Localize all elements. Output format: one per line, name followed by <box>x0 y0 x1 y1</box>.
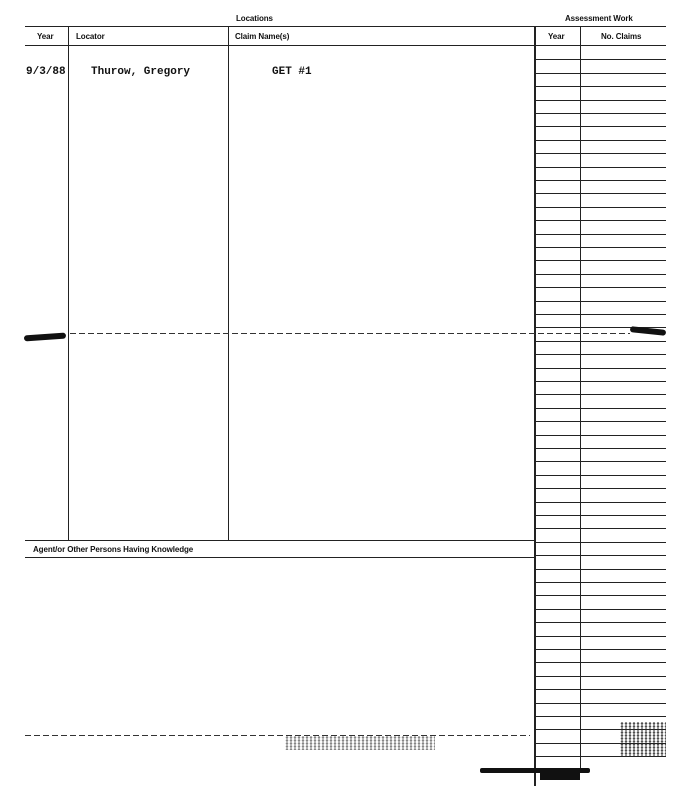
assessment-row-line <box>535 569 666 570</box>
assessment-row-line <box>535 555 666 556</box>
scan-noise-right <box>620 722 666 756</box>
assessment-row-line <box>535 662 666 663</box>
assessment-row-line <box>535 86 666 87</box>
assessment-row-line <box>535 113 666 114</box>
assessment-row-line <box>535 461 666 462</box>
assessment-row-line <box>535 636 666 637</box>
assessment-row-line <box>535 354 666 355</box>
assessment-row-line <box>535 314 666 315</box>
bottom-dashed-line <box>25 735 530 736</box>
assessment-row-line <box>535 756 666 757</box>
divider-locator-claim <box>228 26 229 540</box>
assessment-row-line <box>535 260 666 261</box>
assessment-row-line <box>535 381 666 382</box>
divider-year-locator <box>68 26 69 540</box>
entry-locator: Thurow, Gregory <box>91 66 191 78</box>
fold-crease-line <box>70 333 630 334</box>
assessment-row-line <box>535 126 666 127</box>
assessment-row-line <box>535 247 666 248</box>
assessment-work-rows <box>535 46 666 768</box>
assessment-row-line <box>535 167 666 168</box>
assessment-work-title: Assessment Work <box>565 14 633 23</box>
assessment-row-line <box>535 140 666 141</box>
agent-section-bottom-rule <box>25 557 535 558</box>
assessment-row-line <box>535 193 666 194</box>
assessment-row-line <box>535 287 666 288</box>
agent-section-label: Agent/or Other Persons Having Knowledge <box>33 545 194 554</box>
assessment-row-line <box>535 475 666 476</box>
assessment-row-line <box>535 368 666 369</box>
assessment-row-line <box>535 582 666 583</box>
assessment-row-line <box>535 301 666 302</box>
assessment-row-line <box>535 274 666 275</box>
assessment-row-line <box>535 73 666 74</box>
assessment-row-line <box>535 649 666 650</box>
column-header-year: Year <box>37 32 54 41</box>
entry-claim-name: GET #1 <box>272 66 312 78</box>
assessment-row-line <box>535 207 666 208</box>
assessment-row-line <box>535 542 666 543</box>
column-header-locator: Locator <box>76 32 105 41</box>
column-header-claim-names: Claim Name(s) <box>235 32 290 41</box>
assessment-row-line <box>535 220 666 221</box>
assessment-row-line <box>535 435 666 436</box>
assessment-row-line <box>535 502 666 503</box>
assessment-row-line <box>535 595 666 596</box>
assessment-row-line <box>535 341 666 342</box>
assessment-row-line <box>535 408 666 409</box>
assessment-row-line <box>535 528 666 529</box>
assessment-row-line <box>535 676 666 677</box>
assessment-row-line <box>535 180 666 181</box>
assessment-row-line <box>535 394 666 395</box>
assessment-row-line <box>535 703 666 704</box>
scan-smudge-bottom-2 <box>540 772 580 780</box>
assessment-row-line <box>535 59 666 60</box>
assessment-row-line <box>535 234 666 235</box>
assessment-row-line <box>535 609 666 610</box>
column-header-aw-claims: No. Claims <box>601 32 642 41</box>
fold-mark-left <box>24 333 66 342</box>
entry-year: 9/3/88 <box>26 66 66 78</box>
assessment-row-line <box>535 448 666 449</box>
agent-section-top-rule <box>25 540 535 541</box>
assessment-row-line <box>535 488 666 489</box>
assessment-row-line <box>535 716 666 717</box>
assessment-row-line <box>535 153 666 154</box>
locations-title: Locations <box>236 14 273 23</box>
assessment-row-line <box>535 689 666 690</box>
assessment-row-line <box>535 421 666 422</box>
header-top-rule <box>25 26 666 27</box>
scan-noise-center <box>285 736 435 750</box>
assessment-row-line <box>535 622 666 623</box>
assessment-row-line <box>535 515 666 516</box>
assessment-row-line <box>535 100 666 101</box>
column-header-aw-year: Year <box>548 32 565 41</box>
